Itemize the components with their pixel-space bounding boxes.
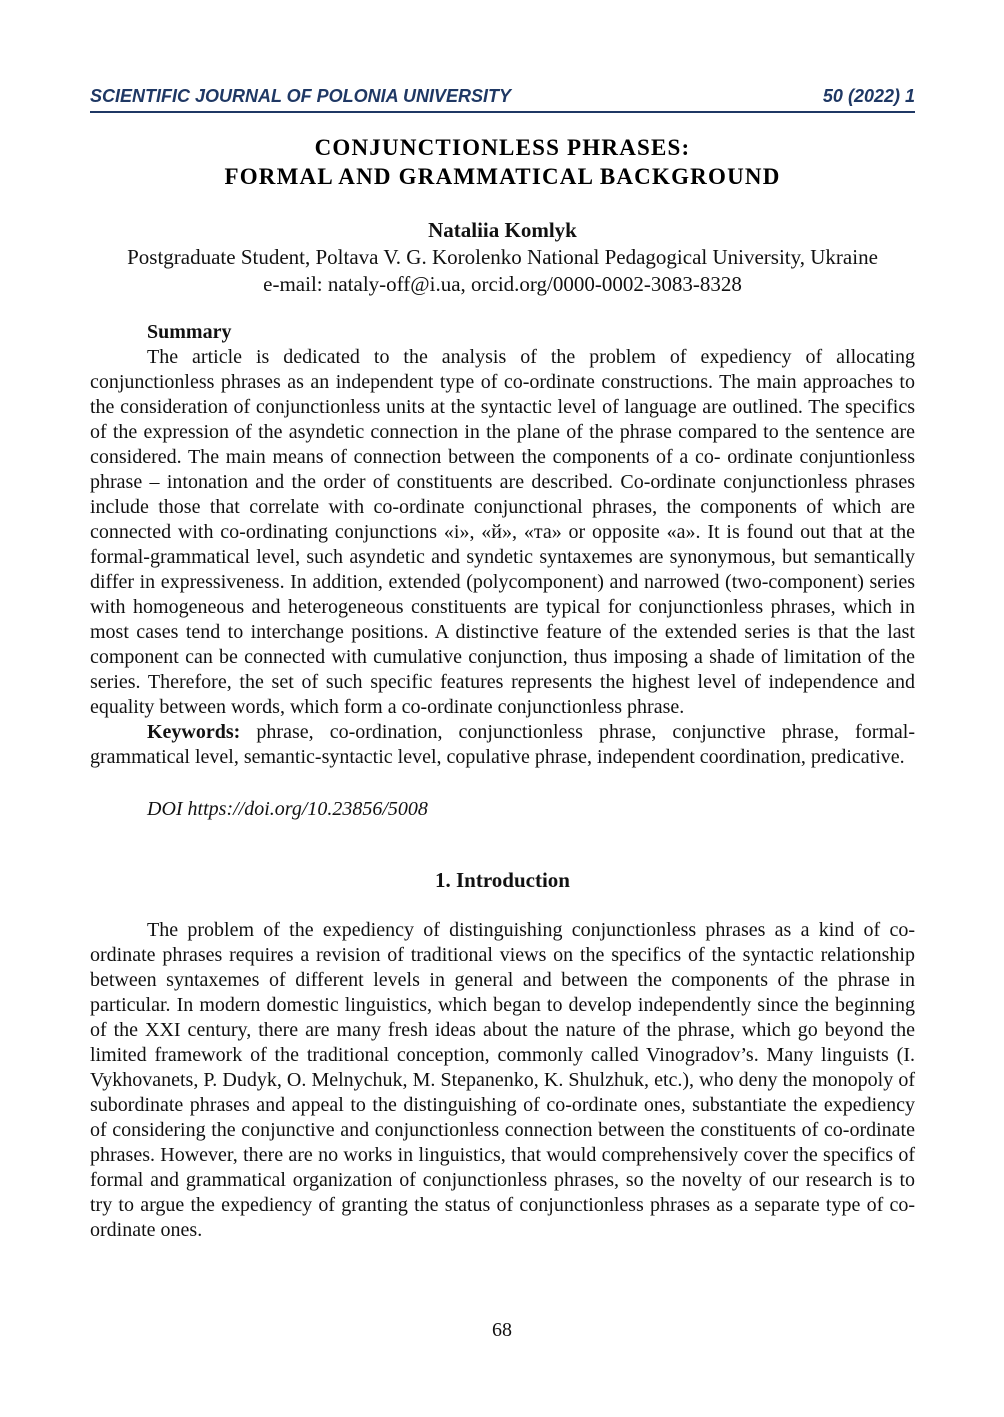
article-title-line-1: CONJUNCTIONLESS PHRASES: [314, 135, 691, 160]
keywords-text: phrase, co-ordination, conjunctionless phrase, conjunctive phrase, formal-grammatical level, semantic-syntactic level, copulative phrase, independent coordination, predicative. [90, 721, 915, 768]
author-name: Nataliia Komlyk [428, 218, 577, 242]
introduction-paragraph: The problem of the expediency of distinguishing conjunctionless phrases as a kind of co-ordinate phrases requires a revision of traditional views on the specifics of the syntactic relationship between syntaxemes of different levels in general and between the components of the phrase in particular. In modern domestic linguistics, which began to develop independently since the beginning of the XXI century, there are many fresh ideas about the nature of the phrase, which go beyond the limited framework of the traditional conception, commonly called Vinogradov’s. Many linguists (I. Vykhovanets, P. Dudyk, O. Melnychuk, M. Stepanenko, K. Shulzhuk, etc.), who deny the monopoly of subordinate phrases and appeal to the distinguishing of co-ordinate ones, substantiate the expediency of considering the conjunctive and conjunctionless connection between the constituents of co-ordinate phrases. However, there are no works in linguistics, that would comprehensively cover the specifics of formal and grammatical organization of conjunctionless phrases, so the novelty of our research is to try to argue the expediency of granting the status of conjunctionless phrases as a separate type of co-ordinate ones. [90, 919, 915, 1241]
author-block [90, 217, 915, 298]
issue-number: 50 (2022) 1 [822, 86, 915, 106]
journal-header [90, 86, 915, 113]
keywords-paragraph [90, 720, 915, 770]
keywords-label: Keywords: [147, 721, 241, 743]
summary-heading: Summary [147, 321, 232, 343]
author-contact: e-mail: nataly-off@i.ua, orcid.org/0000-0002-3083-8328 [263, 272, 742, 296]
doi-line: DOI https://doi.org/10.23856/5008 [147, 798, 428, 820]
introduction-heading: 1. Introduction [435, 868, 570, 892]
journal-title: SCIENTIFIC JOURNAL OF POLONIA UNIVERSITY [90, 86, 512, 106]
article-title [90, 133, 915, 191]
article-title-line-2: FORMAL AND GRAMMATICAL BACKGROUND [224, 164, 781, 189]
author-affiliation: Postgraduate Student, Poltava V. G. Korolenko National Pedagogical University, Ukraine [127, 245, 878, 269]
page-number: 68 [492, 1319, 512, 1341]
summary-paragraph: The article is dedicated to the analysis of the problem of expediency of allocating conjunctionless phrases as an independent type of co-ordinate constructions. The main approaches to the consideration of conjunctionless units at the syntactic level of language are outlined. The specifics of the expression of the asyndetic connection in the plane of the phrase compared to the sentence are considered. The main means of connection between the components of a co- ordinate conjuntionless phrase – intonation and the order of constituents are described. Co-ordinate conjunctionless phrases include those that correlate with co-ordinate conjunctional phrases, the components of which are connected with co-ordinating conjunctions «і», «й», «та» or opposite «а». It is found out that at the formal-grammatical level, such asyndetic and syndetic syntaxemes are synonymous, but semantically differ in expressiveness. In addition, extended (polycomponent) and narrowed (two-component) series with homogeneous and heterogeneous constituents are typical for conjunctionless phrases, which in most cases tend to interchange positions. A distinctive feature of the extended series is that the last component can be connected with cumulative conjunction, thus imposing a shade of limitation of the series. Therefore, the set of such specific features represents the highest level of independence and equality between words, which form a co-ordinate conjunctionless phrase. [90, 346, 915, 718]
